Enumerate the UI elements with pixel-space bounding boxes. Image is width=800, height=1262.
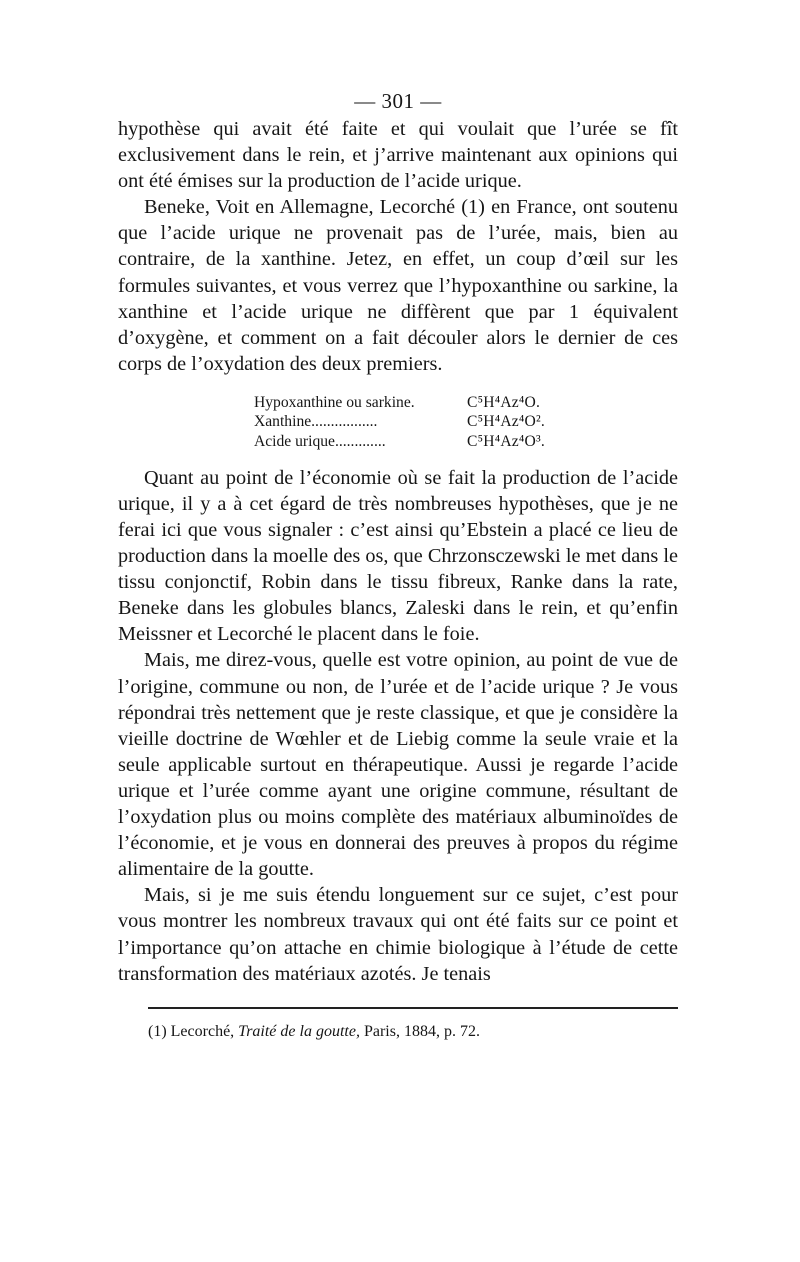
page-number: — 301 — bbox=[354, 89, 442, 113]
formula-row bbox=[254, 432, 545, 451]
footnote bbox=[148, 1021, 678, 1043]
formula-row bbox=[254, 393, 545, 412]
formula-value: C⁵H⁴Az⁴O. bbox=[467, 393, 541, 411]
paragraph-opinion: Mais, me direz-vous, quelle est votre opinion, au point de vue de l’origine, commune ou non, de l’urée et de l’acide urique ? Je vous répondrai très nettement que je reste classique, et que je considère la vieille doctrine de Wœhler et de Liebig comme la seule vraie et la seule applicable surtout en thérapeutique. Aussi je regarde l’acide urique et l’urée comme ayant une origine commune, résultant de l’oxydation plus ou moins complète des matériaux albuminoïdes de l’économie, et je vous en donnerai des preuves à propos du régime alimentaire de la goutte. bbox=[118, 649, 678, 881]
paragraph-economie: Quant au point de l’économie où se fait la production de l’acide urique, il y a à cet égard de très nombreuses hypothèses, que je ne ferai ici que vous signaler : c’est ainsi qu’Ebstein a placé ce lieu de production dans la moelle des os, que Chrzonsczewski le met dans le tissu conjonctif, Robin dans le tissu fibreux, Ranke dans la rate, Beneke dans les globules blancs, Zaleski dans le rein, et qu’enfin Meissner et Lecorché le placent dans le foie. bbox=[118, 466, 678, 646]
paragraph-conclusion: Mais, si je me suis étendu longuement sur ce sujet, c’est pour vous montrer les nombreux travaux qui ont été faits sur ce point et l’importance qu’on attache en chimie biologique à l’étude de cette transformation des matériaux azotés. Je tenais bbox=[118, 884, 678, 985]
formula-value: C⁵H⁴Az⁴O³. bbox=[467, 432, 545, 450]
paragraph-continuation: hypothèse qui avait été faite et qui voulait que l’urée se fît exclusivement dans le rein, et j’arrive maintenant aux opinions qui ont été émises sur la production de l’acide urique. bbox=[118, 118, 678, 193]
formula-row bbox=[254, 412, 545, 431]
formula-name: Hypoxanthine ou sarkine. bbox=[254, 393, 415, 411]
footnote-rest: Paris, 1884, p. 72. bbox=[363, 1022, 480, 1040]
footnote-rule bbox=[148, 1007, 678, 1009]
formula-value: C⁵H⁴Az⁴O². bbox=[467, 413, 545, 431]
book-page bbox=[118, 86, 678, 1043]
footnote-marker: (1) Lecorché, bbox=[148, 1022, 235, 1040]
formula-name: Xanthine................. bbox=[254, 413, 378, 431]
footnote-title: Traité de la goutte, bbox=[238, 1022, 360, 1040]
formula-table bbox=[254, 393, 545, 451]
paragraph-beneke: Beneke, Voit en Allemagne, Lecorché (1) en France, ont soutenu que l’acide urique ne provenait pas de l’urée, mais, bien au contraire, de la xanthine. Jetez, en effet, un coup d’œil sur les formules suivantes, et vous verrez que l’hypoxanthine ou sarkine, la xanthine et l’acide urique ne diffèrent que par 1 équivalent d’oxygène, et comment on a fait découler alors le dernier de ces corps de l’oxydation des deux premiers. bbox=[118, 196, 678, 375]
formula-name: Acide urique............. bbox=[254, 432, 386, 450]
